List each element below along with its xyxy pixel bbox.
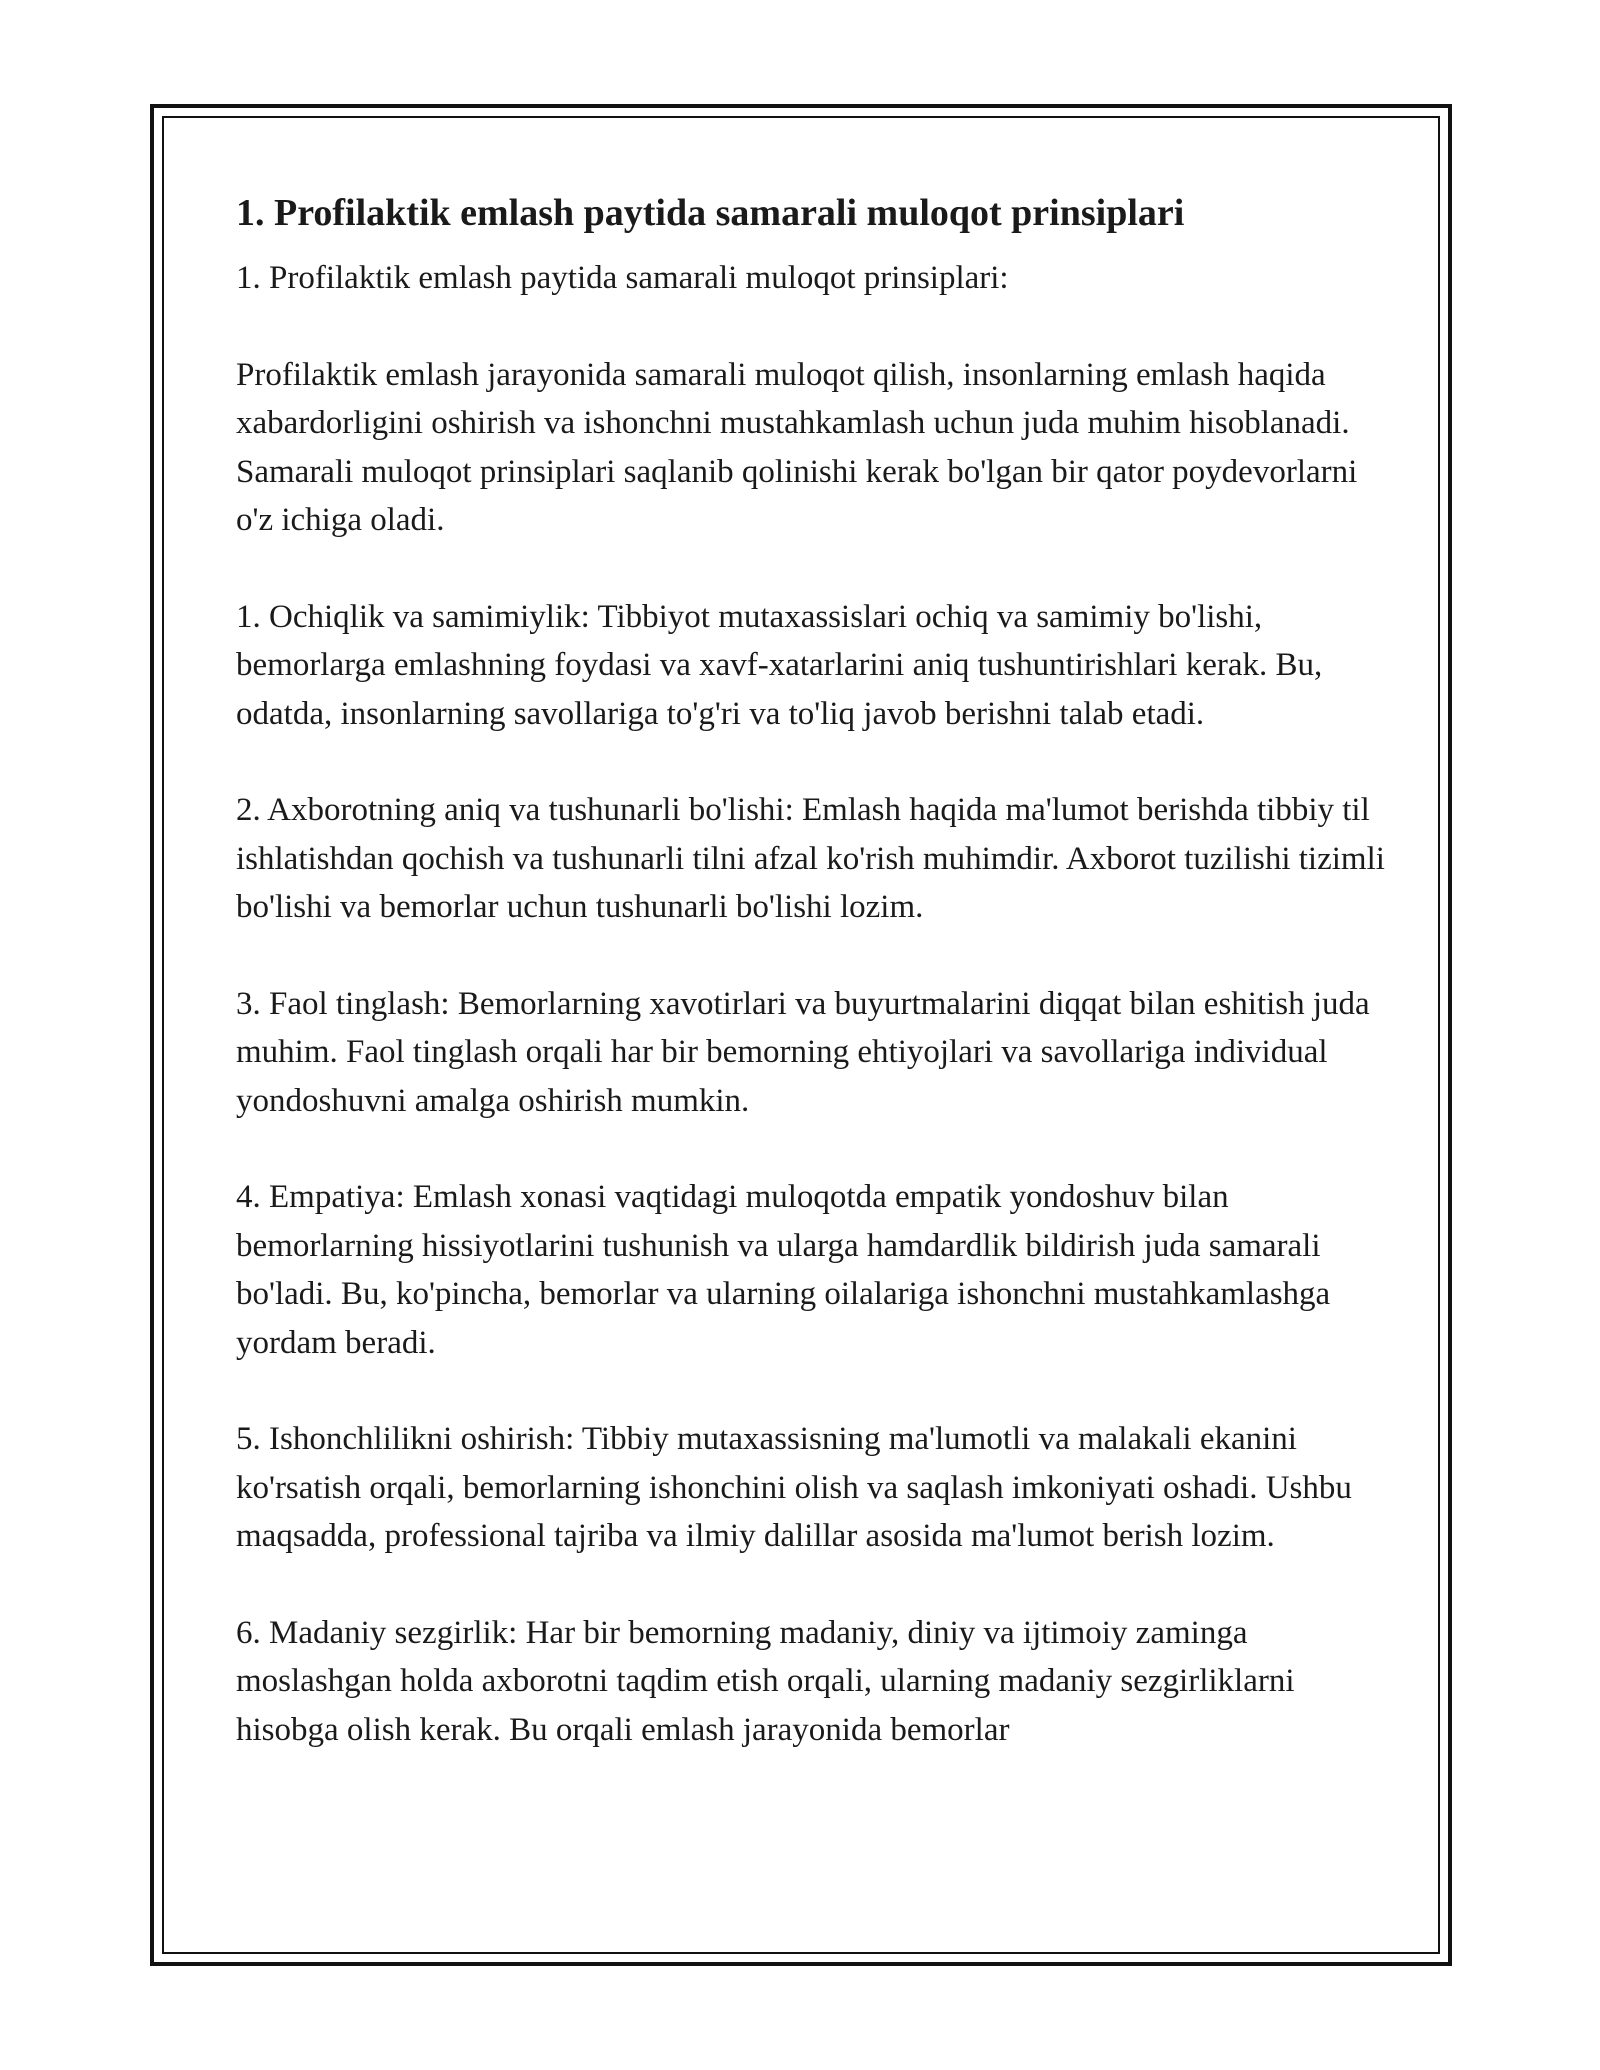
- document-body: [236, 186, 1386, 1754]
- paragraph-openness: 1. Ochiqlik va samimiylik: Tibbiyot mutaxassislari ochiq va samimiy bo'lishi, bemorlarga emlashning foydasi va xavf-xatarlarini aniq tushuntirishlari kerak. Bu, odatda, insonlarning savollariga to'g'ri va to'liq javob berishni talab etadi.: [236, 598, 1323, 732]
- paragraph-intro: Profilaktik emlash jarayonida samarali muloqot qilish, insonlarning emlash haqida xabardorligini oshirish va ishonchni mustahkamlash uchun juda muhim hisoblanadi. Samarali muloqot prinsiplari saqlanib qolinishi kerak bo'lgan bir qator poydevorlarni o'z ichiga oladi.: [236, 356, 1358, 538]
- paragraph-clarity: 2. Axborotning aniq va tushunarli bo'lishi: Emlash haqida ma'lumot berishda tibbiy til ishlatishdan qochish va tushunarli tilni afzal ko'rish muhimdir. Axborot tuzilishi tizimli bo'lishi va bemorlar uchun tushunarli bo'lishi lozim.: [236, 792, 1385, 925]
- paragraph-empathy: 4. Empatiya: Emlash xonasi vaqtidagi muloqotda empatik yondoshuv bilan bemorlarning hissiyotlarini tushunish va ularga hamdardlik bildirish juda samarali bo'ladi. Bu, ko'pincha, bemorlar va ularning oilalariga ishonchni mustahkamlashga yordam beradi.: [236, 1179, 1331, 1361]
- section-heading: 1. Profilaktik emlash paytida samarali muloqot prinsiplari:: [236, 260, 1009, 296]
- paragraph-trust: 5. Ishonchlilikni oshirish: Tibbiy mutaxassisning ma'lumotli va malakali ekanini ko'rsatish orqali, bemorlarning ishonchini olish va saqlash imkoniyati oshadi. Ushbu maqsadda, professional tajriba va ilmiy dalillar asosida ma'lumot berish lozim.: [236, 1421, 1352, 1554]
- document-title: 1. Profilaktik emlash paytida samarali muloqot prinsiplari: [236, 192, 1185, 234]
- paragraph-active-listening: 3. Faol tinglash: Bemorlarning xavotirlari va buyurtmalarini diqqat bilan eshitish juda muhim. Faol tinglash orqali har bir bemorning ehtiyojlari va savollariga individual yondoshuvni amalga oshirish mumkin.: [236, 985, 1370, 1119]
- paragraph-cultural-sensitivity: 6. Madaniy sezgirlik: Har bir bemorning madaniy, diniy va ijtimoiy zaminga moslashgan holda axborotni taqdim etish orqali, ularning madaniy sezgirliklarni hisobga olish kerak. Bu orqali emlash jarayonida bemorlar: [236, 1614, 1295, 1748]
